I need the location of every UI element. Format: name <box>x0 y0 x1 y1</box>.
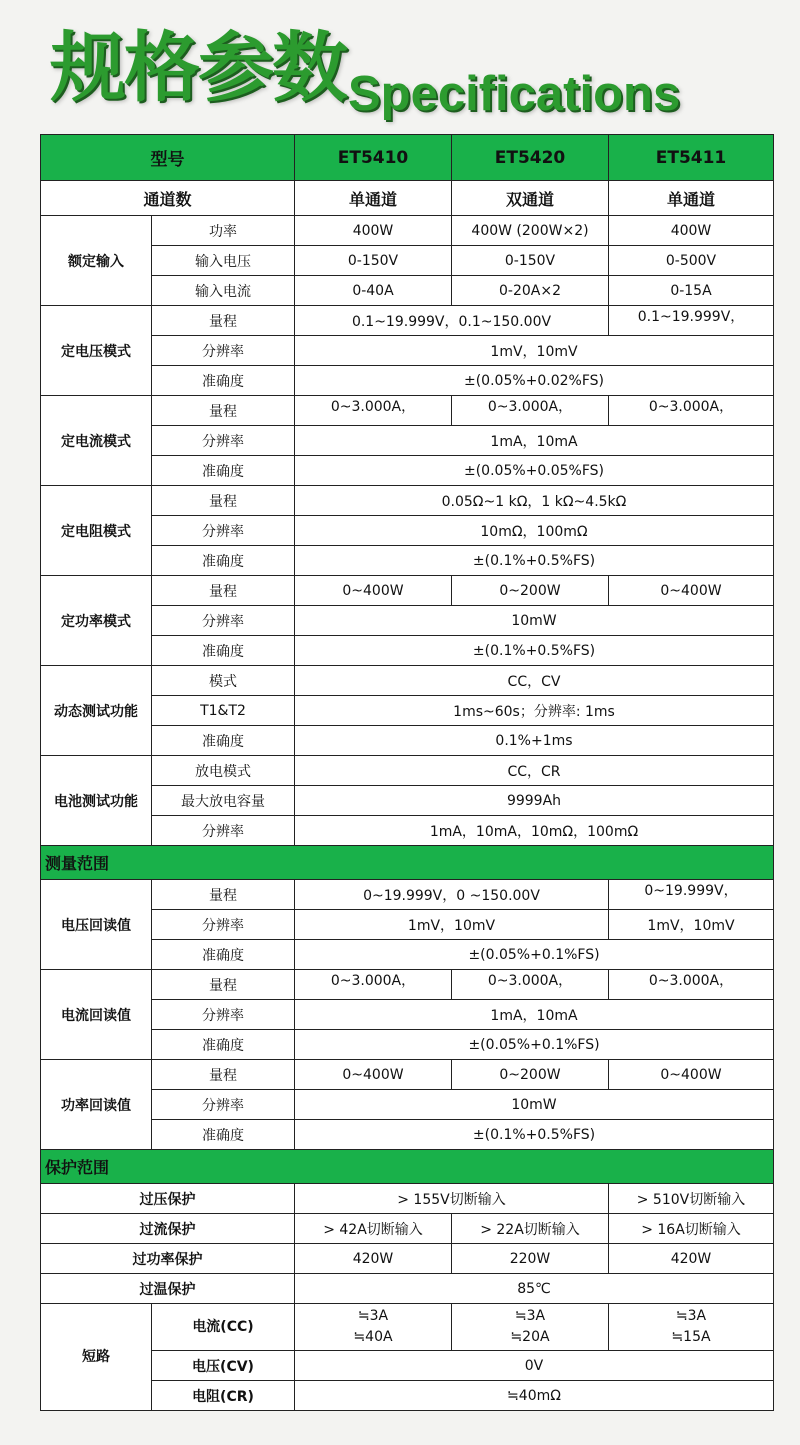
param-label: 准确度 <box>152 1120 295 1150</box>
param-label: 电压(CV) <box>152 1351 295 1381</box>
table-row <box>41 306 774 336</box>
channels-value: 单通道 <box>609 181 774 216</box>
cell: > 16A切断输入 <box>609 1214 774 1244</box>
table-row <box>41 1304 774 1351</box>
cell: 0.1~19.999V， <box>609 306 774 336</box>
model-et5410: ET5410 <box>295 135 452 181</box>
cell: > 22A切断输入 <box>452 1214 609 1244</box>
param-label: 量程 <box>152 880 295 910</box>
param-label: 准确度 <box>152 456 295 486</box>
cell: 9999Ah <box>295 786 774 816</box>
title-en: Specifications <box>348 67 681 121</box>
cell: 0~19.999V，0 ~150.00V <box>295 880 609 910</box>
param-label: 过流保护 <box>41 1214 295 1244</box>
cell: 10mW <box>295 1090 774 1120</box>
table-row <box>41 1244 774 1274</box>
group-label: 电池测试功能 <box>41 756 152 846</box>
cell: ±(0.05%+0.02%FS) <box>295 366 774 396</box>
cell: 0~3.000A， <box>452 970 609 1000</box>
cell: 1mA，10mA，10mΩ，100mΩ <box>295 816 774 846</box>
param-label: 分辨率 <box>152 1000 295 1030</box>
cell: 0-15A <box>609 276 774 306</box>
param-label: 模式 <box>152 666 295 696</box>
cell: 0-20A×2 <box>452 276 609 306</box>
cell: 10mW <box>295 606 774 636</box>
table-row <box>41 1214 774 1244</box>
group-label: 定功率模式 <box>41 576 152 666</box>
group-label: 定电阻模式 <box>41 486 152 576</box>
table-row <box>41 216 774 246</box>
cell: 0~3.000A， <box>609 396 774 426</box>
param-label: 分辨率 <box>152 426 295 456</box>
table-row <box>41 970 774 1000</box>
param-label: 准确度 <box>152 546 295 576</box>
table-row <box>41 756 774 786</box>
cell: 0~400W <box>295 576 452 606</box>
cell: 0-150V <box>295 246 452 276</box>
cell: 220W <box>452 1244 609 1274</box>
cell: 0~19.999V， <box>609 880 774 910</box>
cell: 0~3.000A， <box>295 970 452 1000</box>
section-row <box>41 1150 774 1184</box>
cell: ±(0.1%+0.5%FS) <box>295 636 774 666</box>
model-et5411: ET5411 <box>609 135 774 181</box>
param-label: 最大放电容量 <box>152 786 295 816</box>
cell: 420W <box>295 1244 452 1274</box>
param-label: 量程 <box>152 486 295 516</box>
param-label: 准确度 <box>152 940 295 970</box>
group-label: 短路 <box>41 1304 152 1411</box>
table-row <box>41 666 774 696</box>
cell: > 155V切断输入 <box>295 1184 609 1214</box>
cell <box>295 1304 452 1351</box>
cell: 0-150V <box>452 246 609 276</box>
table-row <box>41 486 774 516</box>
cell: 0.05Ω~1 kΩ，1 kΩ~4.5kΩ <box>295 486 774 516</box>
cell-line: ≒40A <box>353 1329 393 1345</box>
param-label: 输入电压 <box>152 246 295 276</box>
table-row <box>41 576 774 606</box>
param-label: 过功率保护 <box>41 1244 295 1274</box>
group-label: 额定输入 <box>41 216 152 306</box>
cell: CC，CV <box>295 666 774 696</box>
group-label: 电流回读值 <box>41 970 152 1060</box>
channels-label: 通道数 <box>41 181 295 216</box>
param-label: 放电模式 <box>152 756 295 786</box>
table-row <box>41 396 774 426</box>
cell: 1mA，10mA <box>295 426 774 456</box>
param-label: 准确度 <box>152 726 295 756</box>
group-label: 功率回读值 <box>41 1060 152 1150</box>
param-label: 量程 <box>152 576 295 606</box>
table-row <box>41 1060 774 1090</box>
cell: 0~400W <box>295 1060 452 1090</box>
cell: ±(0.05%+0.1%FS) <box>295 1030 774 1060</box>
group-label: 定电压模式 <box>41 306 152 396</box>
group-label: 电压回读值 <box>41 880 152 970</box>
cell: 0~400W <box>609 1060 774 1090</box>
model-label: 型号 <box>41 135 295 181</box>
cell: 1ms~60s；分辨率: 1ms <box>295 696 774 726</box>
cell: 0.1~19.999V，0.1~150.00V <box>295 306 609 336</box>
param-label: 量程 <box>152 1060 295 1090</box>
section-title-measure: 测量范围 <box>41 846 774 880</box>
table-row <box>41 1274 774 1304</box>
cell: > 42A切断输入 <box>295 1214 452 1244</box>
param-label: 电流(CC) <box>152 1304 295 1351</box>
model-et5420: ET5420 <box>452 135 609 181</box>
cell: 0~400W <box>609 576 774 606</box>
cell-line: ≒15A <box>671 1329 711 1345</box>
cell: 0.1%+1ms <box>295 726 774 756</box>
param-label: 功率 <box>152 216 295 246</box>
channels-row <box>41 181 774 216</box>
cell-line: ≒20A <box>510 1329 550 1345</box>
cell: 85℃ <box>295 1274 774 1304</box>
cell-line: ≒3A <box>357 1308 389 1324</box>
cell: 400W <box>295 216 452 246</box>
cell: 0~3.000A， <box>452 396 609 426</box>
cell: CC，CR <box>295 756 774 786</box>
param-label: 准确度 <box>152 366 295 396</box>
param-label: 输入电流 <box>152 276 295 306</box>
cell: 420W <box>609 1244 774 1274</box>
param-label: 电阻(CR) <box>152 1381 295 1411</box>
group-label: 定电流模式 <box>41 396 152 486</box>
group-label: 动态测试功能 <box>41 666 152 756</box>
header-row <box>41 135 774 181</box>
table-row <box>41 1184 774 1214</box>
param-label: T1&T2 <box>152 696 295 726</box>
cell: ±(0.1%+0.5%FS) <box>295 546 774 576</box>
cell: 0~200W <box>452 576 609 606</box>
param-label: 过温保护 <box>41 1274 295 1304</box>
param-label: 准确度 <box>152 636 295 666</box>
cell: 1mV，10mV <box>295 910 609 940</box>
cell-line: ≒3A <box>675 1308 707 1324</box>
cell: 0~3.000A， <box>295 396 452 426</box>
cell: ±(0.05%+0.05%FS) <box>295 456 774 486</box>
param-label: 分辨率 <box>152 910 295 940</box>
param-label: 量程 <box>152 306 295 336</box>
cell: 400W (200W×2) <box>452 216 609 246</box>
cell: 1mA，10mA <box>295 1000 774 1030</box>
title-cn: 规格参数 <box>50 23 346 112</box>
table-row <box>41 880 774 910</box>
param-label: 准确度 <box>152 1030 295 1060</box>
cell-line: ≒3A <box>514 1308 546 1324</box>
cell: 0~3.000A， <box>609 970 774 1000</box>
cell: ±(0.1%+0.5%FS) <box>295 1120 774 1150</box>
cell: ≒40mΩ <box>295 1381 774 1411</box>
cell: 10mΩ，100mΩ <box>295 516 774 546</box>
param-label: 量程 <box>152 970 295 1000</box>
cell <box>452 1304 609 1351</box>
cell <box>609 1304 774 1351</box>
spec-table <box>40 134 774 1411</box>
cell: 0-500V <box>609 246 774 276</box>
section-title-protect: 保护范围 <box>41 1150 774 1184</box>
channels-value: 双通道 <box>452 181 609 216</box>
param-label: 量程 <box>152 396 295 426</box>
param-label: 过压保护 <box>41 1184 295 1214</box>
channels-value: 单通道 <box>295 181 452 216</box>
cell: 0~200W <box>452 1060 609 1090</box>
section-row <box>41 846 774 880</box>
param-label: 分辨率 <box>152 336 295 366</box>
cell: 0V <box>295 1351 774 1381</box>
cell: 400W <box>609 216 774 246</box>
param-label: 分辨率 <box>152 516 295 546</box>
param-label: 分辨率 <box>152 606 295 636</box>
param-label: 分辨率 <box>152 1090 295 1120</box>
cell: 1mV，10mV <box>295 336 774 366</box>
cell: 0-40A <box>295 276 452 306</box>
cell: 1mV，10mV <box>609 910 774 940</box>
cell: ±(0.05%+0.1%FS) <box>295 940 774 970</box>
cell: > 510V切断输入 <box>609 1184 774 1214</box>
param-label: 分辨率 <box>152 816 295 846</box>
